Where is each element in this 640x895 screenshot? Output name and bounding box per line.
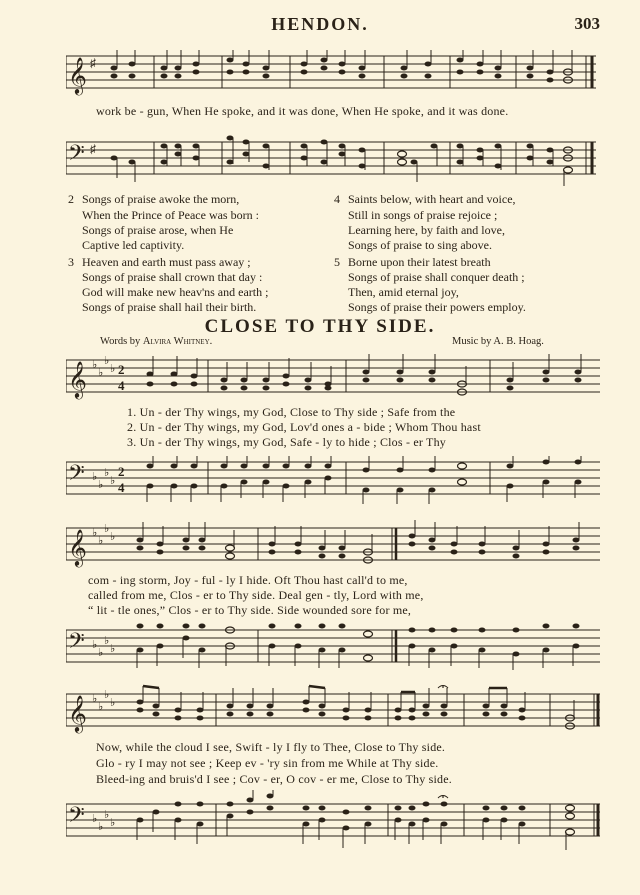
svg-text:♭: ♭	[98, 701, 104, 713]
system2-bass-staff	[66, 622, 606, 672]
verse-number: 4	[334, 192, 340, 206]
hendon-bass-staff	[66, 134, 606, 188]
svg-text:𝄞: 𝄞	[68, 694, 87, 732]
svg-text:♭: ♭	[92, 471, 98, 483]
verse-line: Captive led captivity.	[82, 238, 185, 252]
svg-text:𝄢: 𝄢	[68, 461, 85, 491]
svg-text:♭: ♭	[110, 363, 116, 375]
verse-line: Heaven and earth must pass away ;	[82, 255, 251, 269]
svg-text:♭: ♭	[98, 479, 104, 491]
system1-bass-staff	[66, 456, 606, 504]
verse-line: Songs of praise arose, when He	[82, 223, 234, 237]
svg-text:♭: ♭	[92, 359, 98, 371]
svg-text:4: 4	[118, 480, 125, 495]
system1-verse1: 1. Un - der Thy wings, my God, Close to Thy side ; Safe from the	[127, 405, 456, 419]
svg-text:♭: ♭	[98, 535, 104, 547]
svg-text:2: 2	[118, 464, 125, 479]
hendon-treble-staff	[66, 50, 606, 96]
svg-text:♭: ♭	[104, 355, 110, 367]
system3-verse1: Now, while the cloud I see, Swift - ly I fly to Thee, Close to Thy side.	[96, 740, 446, 754]
svg-text:𝄞: 𝄞	[68, 528, 87, 566]
svg-text:𝄢: 𝄢	[68, 141, 85, 171]
system1-verse2: 2. Un - der Thy wings, my God, Lov'd ones a - bide ; Whom Thou hast	[127, 420, 481, 434]
svg-text:♭: ♭	[104, 689, 110, 701]
system2-verse2: called from me, Clos - er to Thy side. Deal gen - tly, Lord with me,	[88, 588, 424, 602]
verse-line: Borne upon their latest breath	[348, 255, 491, 269]
svg-text:♭: ♭	[110, 643, 116, 655]
hymn-title-close-to-thy-side: CLOSE TO THY SIDE.	[204, 316, 436, 337]
svg-text:♭: ♭	[92, 527, 98, 539]
verse-number: 5	[334, 255, 340, 269]
system1-verse3: 3. Un - der Thy wings, my God, Safe - ly to hide ; Clos - er Thy	[127, 435, 446, 449]
svg-text:𝄞: 𝄞	[68, 56, 87, 94]
verse-line: Songs of praise awoke the morn,	[82, 192, 240, 206]
verse-line: Songs of praise shall conquer death ;	[348, 270, 525, 284]
svg-text:♭: ♭	[104, 467, 110, 479]
svg-text:♭: ♭	[104, 635, 110, 647]
verse-line: God will make new heav'ns and earth ;	[82, 285, 269, 299]
music-credit	[452, 336, 544, 347]
time-sig-bottom: 4	[118, 378, 125, 393]
words-author: Alvira Whitney.	[142, 336, 213, 347]
svg-text:𝄞: 𝄞	[68, 360, 87, 398]
verse-line: Still in songs of praise rejoice ;	[348, 208, 498, 222]
system2-treble-staff	[66, 518, 606, 570]
system2-verse1: com - ing storm, Joy - ful - ly I hide. Oft Thou hast call'd to me,	[88, 573, 408, 587]
svg-text:♯: ♯	[90, 56, 96, 70]
verse-line: Songs of praise shall crown that day :	[82, 270, 263, 284]
words-prefix: Words by	[100, 336, 141, 347]
verse-number: 3	[68, 255, 74, 269]
verse-line: Songs of praise to sing above.	[348, 238, 492, 252]
verse-line: When the Prince of Peace was born :	[82, 208, 259, 222]
svg-text:♭: ♭	[104, 809, 110, 821]
svg-text:♭: ♭	[98, 647, 104, 659]
music-author: A. B. Hoag.	[493, 336, 544, 347]
svg-text:♭: ♭	[92, 693, 98, 705]
system2-verse3: “ lit - tle ones,” Clos - er to Thy side. Side wounded sore for me,	[88, 603, 412, 617]
svg-text:♭: ♭	[110, 531, 116, 543]
svg-text:♭: ♭	[110, 697, 116, 709]
svg-text:♭: ♭	[104, 523, 110, 535]
svg-text:♭: ♭	[98, 367, 104, 379]
svg-text:𝄢: 𝄢	[68, 803, 85, 833]
svg-text:♯: ♯	[90, 142, 96, 156]
words-credit	[100, 336, 212, 347]
svg-text:♭: ♭	[110, 475, 116, 487]
verse-line: Learning here, by faith and love,	[348, 223, 505, 237]
system3-verse3: Bleed-ing and bruis'd I see ; Cov - er, O cov - er me, Close to Thy side.	[96, 772, 452, 786]
hendon-lyric: work be - gun, When He spoke, and it was done, When He spoke, and it was done.	[96, 104, 509, 118]
system3-verse2: Glo - ry I may not see ; Keep ev - 'ry sin from me While at Thy side.	[96, 756, 439, 770]
verse-number: 2	[68, 192, 74, 206]
verse-line: Then, amid eternal joy,	[348, 285, 459, 299]
svg-text:♭: ♭	[110, 817, 116, 829]
verse-line: Songs of praise their powers employ.	[348, 300, 526, 314]
music-prefix: Music by	[452, 336, 492, 347]
verse-line: Songs of praise shall hail their birth.	[82, 300, 257, 314]
verse-line: Saints below, with heart and voice,	[348, 192, 516, 206]
svg-text:♭: ♭	[92, 813, 98, 825]
hymn-title-hendon: HENDON.	[271, 14, 369, 34]
svg-text:♭: ♭	[92, 639, 98, 651]
system3-bass-staff	[66, 790, 606, 854]
svg-text:𝄢: 𝄢	[68, 629, 85, 659]
system1-treble-staff	[66, 352, 606, 402]
svg-text:♭: ♭	[98, 821, 104, 833]
system3-treble-staff	[66, 684, 606, 734]
time-sig-top: 2	[118, 362, 125, 377]
page-number: 303	[574, 14, 600, 33]
